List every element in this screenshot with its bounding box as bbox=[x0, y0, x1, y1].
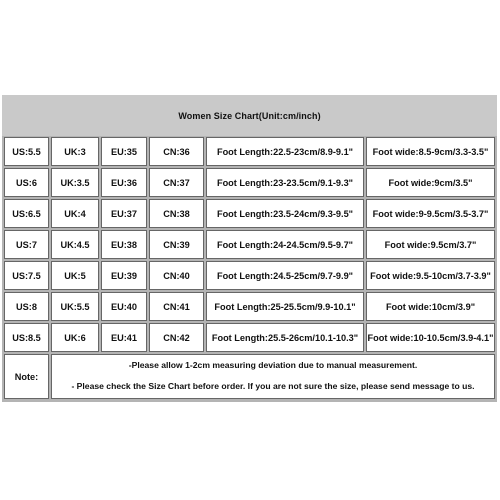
us-size-cell: US:8.5 bbox=[4, 323, 49, 352]
us-size-cell: US:7.5 bbox=[4, 261, 49, 290]
note-text-cell bbox=[51, 354, 495, 399]
cn-size-cell: CN:37 bbox=[149, 168, 204, 197]
uk-size-cell: UK:5 bbox=[51, 261, 99, 290]
foot-length-cell: Foot Length:22.5-23cm/8.9-9.1" bbox=[206, 137, 364, 166]
foot-length-cell: Foot Length:25-25.5cm/9.9-10.1" bbox=[206, 292, 364, 321]
eu-size-cell: EU:41 bbox=[101, 323, 147, 352]
us-size-cell: US:8 bbox=[4, 292, 49, 321]
foot-width-cell: Foot wide:9.5-10cm/3.7-3.9" bbox=[366, 261, 495, 290]
note-line-deviation: -Please allow 1-2cm measuring deviation due to manual measurement. bbox=[128, 360, 418, 370]
foot-width-cell: Foot wide:9.5cm/3.7" bbox=[366, 230, 495, 259]
us-size-cell: US:7 bbox=[4, 230, 49, 259]
foot-length-cell: Foot Length:24-24.5cm/9.5-9.7" bbox=[206, 230, 364, 259]
eu-size-cell: EU:36 bbox=[101, 168, 147, 197]
eu-size-cell: EU:38 bbox=[101, 230, 147, 259]
uk-size-cell: UK:4.5 bbox=[51, 230, 99, 259]
foot-width-cell: Foot wide:9cm/3.5" bbox=[366, 168, 495, 197]
note-line-size-check: - Please check the Size Chart before order. If you are not sure the size, please send message to us. bbox=[71, 381, 475, 391]
eu-size-cell: EU:35 bbox=[101, 137, 147, 166]
cn-size-cell: CN:40 bbox=[149, 261, 204, 290]
size-chart-title-bar bbox=[2, 95, 497, 136]
uk-size-cell: UK:6 bbox=[51, 323, 99, 352]
cn-size-cell: CN:39 bbox=[149, 230, 204, 259]
uk-size-cell: UK:5.5 bbox=[51, 292, 99, 321]
size-chart bbox=[2, 95, 497, 402]
foot-width-cell: Foot wide:9-9.5cm/3.5-3.7" bbox=[366, 199, 495, 228]
uk-size-cell: UK:3.5 bbox=[51, 168, 99, 197]
cn-size-cell: CN:42 bbox=[149, 323, 204, 352]
foot-width-cell: Foot wide:10cm/3.9" bbox=[366, 292, 495, 321]
uk-size-cell: UK:4 bbox=[51, 199, 99, 228]
us-size-cell: US:6 bbox=[4, 168, 49, 197]
foot-length-cell: Foot Length:23.5-24cm/9.3-9.5" bbox=[206, 199, 364, 228]
eu-size-cell: EU:39 bbox=[101, 261, 147, 290]
foot-length-cell: Foot Length:24.5-25cm/9.7-9.9" bbox=[206, 261, 364, 290]
uk-size-cell: UK:3 bbox=[51, 137, 99, 166]
eu-size-cell: EU:37 bbox=[101, 199, 147, 228]
cn-size-cell: CN:38 bbox=[149, 199, 204, 228]
foot-width-cell: Foot wide:8.5-9cm/3.3-3.5" bbox=[366, 137, 495, 166]
cn-size-cell: CN:41 bbox=[149, 292, 204, 321]
note-label: Note: bbox=[4, 354, 49, 399]
foot-length-cell: Foot Length:25.5-26cm/10.1-10.3" bbox=[206, 323, 364, 352]
cn-size-cell: CN:36 bbox=[149, 137, 204, 166]
eu-size-cell: EU:40 bbox=[101, 292, 147, 321]
size-chart-title: Women Size Chart(Unit:cm/inch) bbox=[178, 110, 321, 121]
foot-length-cell: Foot Length:23-23.5cm/9.1-9.3" bbox=[206, 168, 364, 197]
foot-width-cell: Foot wide:10-10.5cm/3.9-4.1" bbox=[366, 323, 495, 352]
us-size-cell: US:5.5 bbox=[4, 137, 49, 166]
us-size-cell: US:6.5 bbox=[4, 199, 49, 228]
